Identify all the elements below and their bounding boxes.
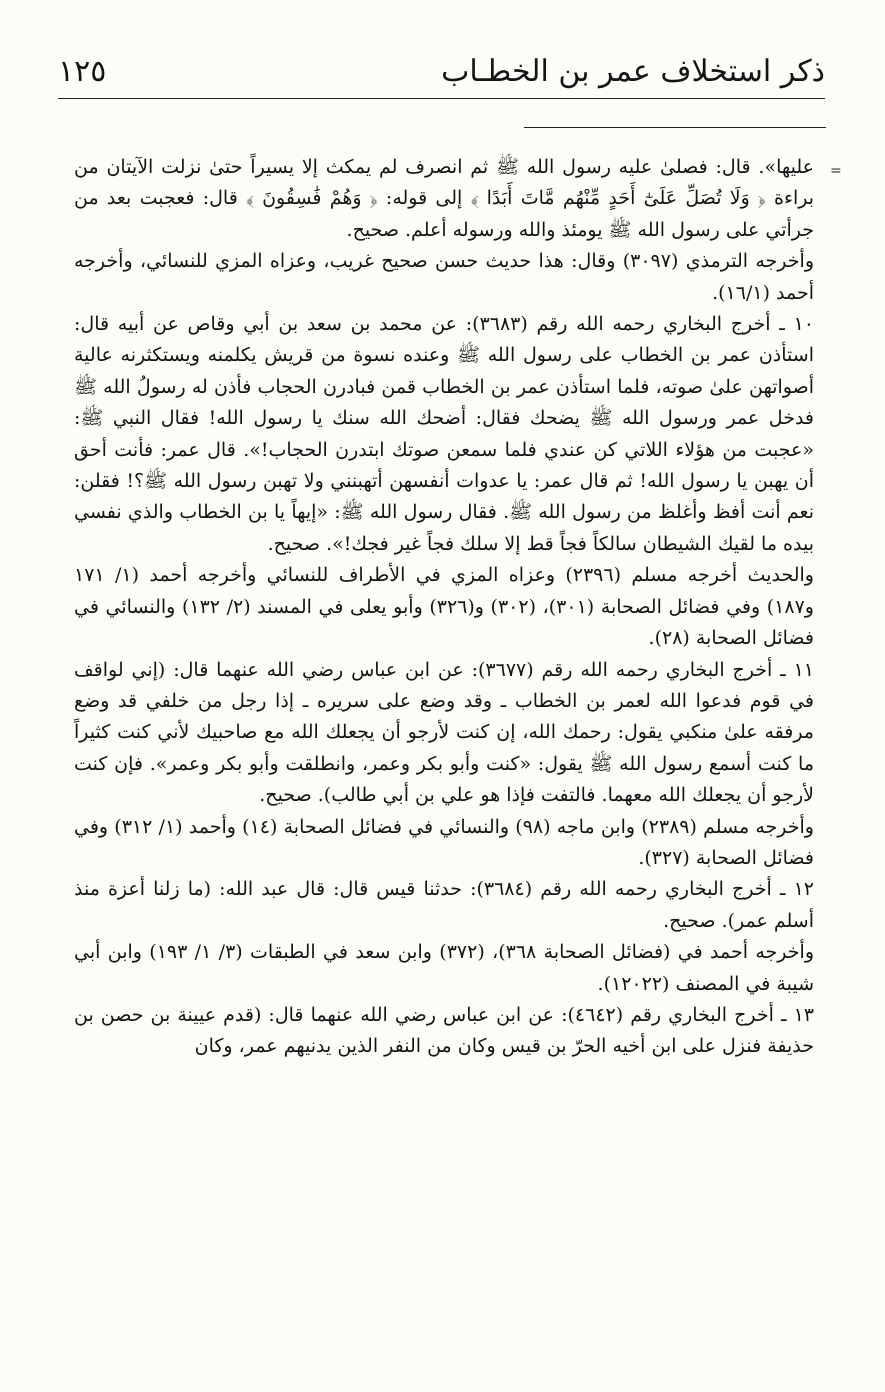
paragraph-7: ١٢ ـ أخرج البخاري رحمه الله رقم (٣٦٨٤): حدثنا قيس قال: قال عبد الله: (ما زلنا أعزة منذ أسلم عمر). صحيح.	[74, 878, 815, 932]
running-title: ذكر استخلاف عمر بن الخطـاب	[441, 54, 825, 89]
paragraph-1: عليها». قال: فصلىٰ عليه رسول الله ﷺ ثم انصرف لم يمكث إلا يسيراً حتىٰ نزلت الآيتان من براءة ﴿ وَلَا تُصَلِّ عَلَىٰٓ أَحَدٍ مِّنْهُم مَّاتَ أَبَدًا ﴾ إلى قوله: ﴿ وَهُمْ فَٰسِقُونَ ﴾ قال: فعجبت بعد من جرأتي على رسول الله ﷺ يومئذ والله ورسوله أعلم. صحيح.	[74, 156, 814, 241]
paragraph-2: وأخرجه الترمذي (٣٠٩٧) وقال: هذا حديث حسن صحيح غريب، وعزاه المزي للنسائي، وأخرجه أحمد (١٦/١).	[74, 250, 814, 304]
paragraph-4: والحديث أخرجه مسلم (٢٣٩٦) وعزاه المزي في الأطراف للنسائي وأخرجه أحمد (١/ ١٧١ و١٨٧) وفي فضائل الصحابة (٣٠١)، (٣٠٢) و(٣٢٦) وأبو يعلى في المسند (٢/ ١٣٢) والنسائي في فضائل الصحابة (٢٨).	[74, 564, 814, 650]
page-body	[74, 152, 814, 1063]
footnote-rule	[524, 127, 826, 128]
paragraph-3: ١٠ ـ أخرج البخاري رحمه الله رقم (٣٦٨٣): عن محمد بن سعد بن أبي وقاص عن أبيه قال: استأذن عمر بن الخطاب على رسول الله ﷺ وعنده نسوة من قريش يكلمنه ويستكثرنه عالية أصواتهن علىٰ صوته، فلما استأذن عمر بن الخطاب قمن فبادرن الحجاب فأذن له رسولُ الله ﷺ فدخل عمر ورسول الله ﷺ يضحك فقال: أضحك الله سنك يا رسول الله! فقال النبي ﷺ: «عجبت من هؤلاء اللاتي كن عندي فلما سمعن صوتك ابتدرن الحجاب!». قال عمر: فأنت أحق أن يهبن يا رسول الله! ثم قال عمر: يا عدوات أنفسهن أتهبنني ولا تهبن رسول الله ﷺ؟! فقلن: نعم أنت أفظ وأغلظ من رسول الله ﷺ. فقال رسول الله ﷺ: «إيهاً يا بن الخطاب والذي نفسي بيده ما لقيك الشيطان سالكاً فجاً قط إلا سلك فجاً غير فجك!». صحيح.	[74, 313, 814, 555]
paragraph-9: ١٣ ـ أخرج البخاري رقم (٤٦٤٢): عن ابن عباس رضي الله عنهما قال: (قدم عيينة بن حصن بن حذيفة فنزل على ابن أخيه الحرّ بن قيس وكان من النفر الذين يدنيهم عمر، وكان	[74, 1003, 814, 1058]
margin-mark: =	[830, 163, 842, 179]
header-rule	[58, 98, 825, 99]
page-header	[58, 52, 825, 98]
paragraph-8: وأخرجه أحمد في (فضائل الصحابة ٣٦٨)، (٣٧٢) وابن سعد في الطبقات (٣/ ١/ ١٩٣) وابن أبي شيبة في المصنف (١٢٠٢٢).	[74, 941, 814, 995]
paragraph-5: ١١ ـ أخرج البخاري رحمه الله رقم (٣٦٧٧): عن ابن عباس رضي الله عنهما قال: (إني لواقف في قوم فدعوا الله لعمر بن الخطاب ـ وقد وضع على سريره ـ إذا رجل من خلفي قد وضع مرفقه علىٰ منكبي يقول: رحمك الله، إن كنت لأرجو أن يجعلك الله مع صاحبيك لأني كنت كثيراً ما كنت أسمع رسول الله ﷺ يقول: «كنت وأبو بكر وعمر، وانطلقت وأبو بكر وعمر». فإن كنت لأرجو أن يجعلك الله معهما. فالتفت فإذا هو علي بن أبي طالب). صحيح.	[74, 658, 815, 807]
page-number: ١٢٥	[58, 54, 107, 89]
paragraph-6: وأخرجه مسلم (٢٣٨٩) وابن ماجه (٩٨) والنسائي في فضائل الصحابة (١٤) وأحمد (١/ ٣١٢) وفي فضائل الصحابة (٣٢٧).	[74, 815, 814, 869]
